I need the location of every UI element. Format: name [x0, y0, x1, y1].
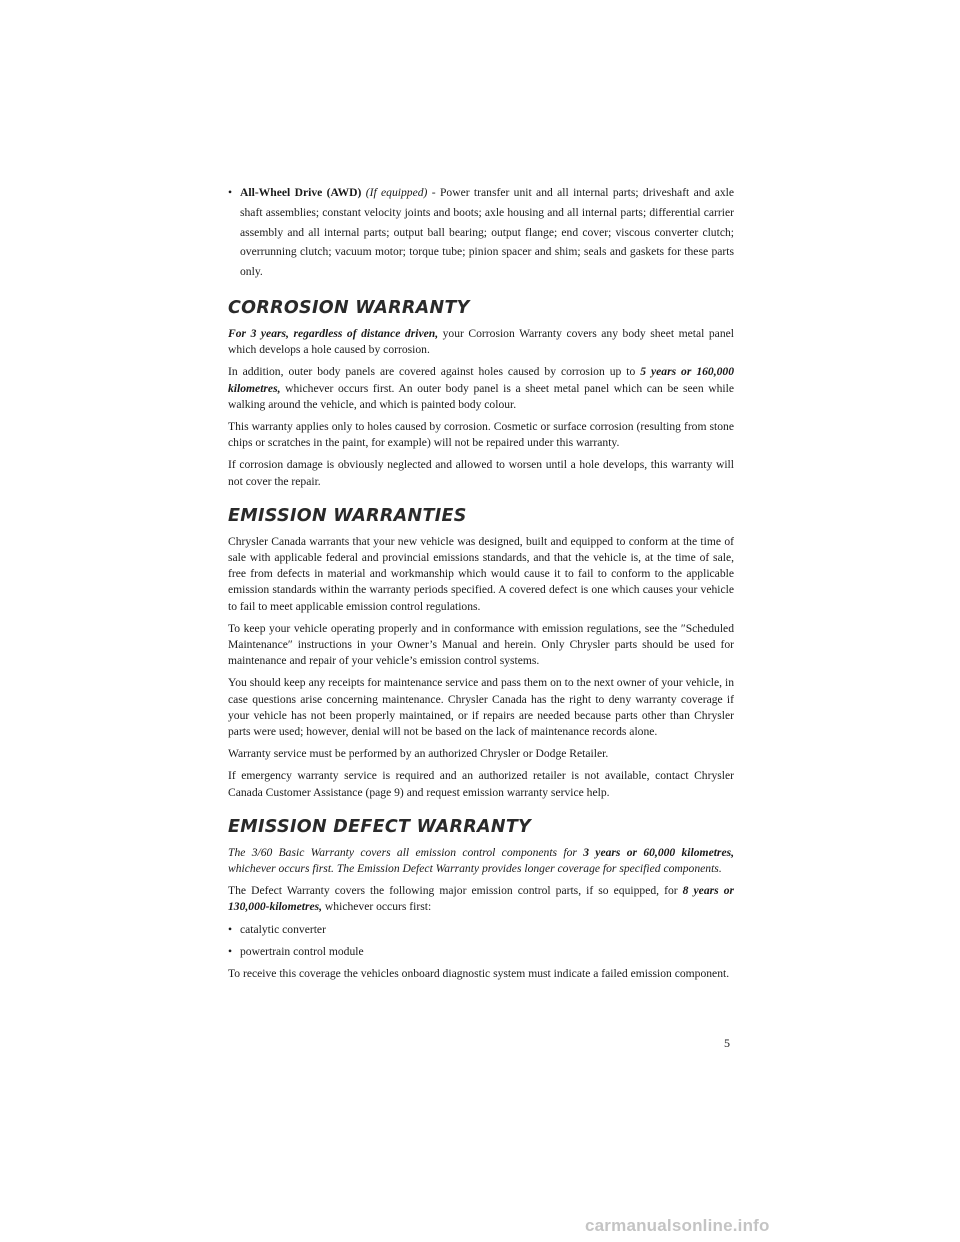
- corrosion-paragraph-1: For 3 years, regardless of distance driven, your Corrosion Warranty covers any body sheet metal panel which develops a hole caused by corrosion.: [228, 326, 734, 357]
- corrosion-paragraph-4: If corrosion damage is obviously neglected and allowed to worsen until a hole develops, this warranty will not cover the repair.: [228, 458, 734, 488]
- defect-paragraph-2: The Defect Warranty covers the following major emission control parts, if so equipped, for 8 years or 130,000-kilometres, whichever occurs first:: [228, 884, 734, 914]
- corrosion-paragraph-3: This warranty applies only to holes caused by corrosion. Cosmetic or surface corrosion (resulting from stone chips or scratches in the paint, for example) will not be repaired under this warranty.: [228, 420, 734, 450]
- list-item-text: catalytic converter: [240, 922, 326, 936]
- emission-paragraph-3: You should keep any receipts for maintenance service and pass them on to the next owner of your vehicle, in case questions arise concerning maintenance. Chrysler Canada has the right to deny warranty coverage if your vehicle has not been properly maintained, or if repairs are needed because parts other than Chrysler parts were used; however, denial will not be based on the lack of maintenance records alone.: [228, 676, 734, 739]
- page-number: 5: [724, 1036, 730, 1050]
- defect-paragraph-3: To receive this coverage the vehicles onboard diagnostic system must indicate a failed emission component.: [228, 967, 730, 981]
- emission-heading: EMISSION WARRANTIES: [228, 505, 467, 526]
- bullet-icon: •: [228, 186, 233, 199]
- emission-paragraph-2: To keep your vehicle operating properly and in conformance with emission regulations, see the ″Scheduled Maintenance″ instructions in your Owner’s Manual and herein. Only Chrysler parts should be used for maintenance and repair of your vehicle’s emission control systems.: [228, 621, 734, 668]
- list-item-text: powertrain control module: [240, 944, 364, 958]
- awd-qualifier: (If equipped): [365, 186, 428, 199]
- emission-paragraph-1: Chrysler Canada warrants that your new vehicle was designed, built and equipped to conform at the time of sale with applicable federal and provincial emissions standards, and that the vehicle is, at the time of sale, free from defects in material and workmanship which would cause it to fail to conform to the applicable emission standards within the warranty periods specified. A covered defect is one which causes your vehicle to fail to meet applicable emission control regulations.: [228, 534, 734, 613]
- corrosion-heading: CORROSION WARRANTY: [228, 297, 470, 318]
- corrosion-paragraph-2: In addition, outer body panels are covered against holes caused by corrosion up to 5 years or 160,000 kilometres, whichever occurs first. An outer body panel is a sheet metal panel which can be seen while walking around the vehicle, and which is painted body colour.: [228, 365, 734, 411]
- awd-bullet-item: [228, 183, 734, 282]
- list-item: [228, 922, 734, 938]
- list-item: [228, 944, 734, 960]
- watermark: carmanualsonline.info: [585, 1216, 770, 1235]
- awd-text: [240, 183, 734, 282]
- emission-paragraph-5: If emergency warranty service is required and an authorized retailer is not available, contact Chrysler Canada Customer Assistance (page 9) and request emission warranty service help.: [228, 769, 734, 799]
- bullet-icon: •: [228, 922, 233, 936]
- bullet-icon: •: [228, 944, 233, 958]
- defect-heading: EMISSION DEFECT WARRANTY: [228, 816, 532, 837]
- awd-title: All-Wheel Drive (AWD): [240, 186, 362, 199]
- emission-paragraph-4: Warranty service must be performed by an authorized Chrysler or Dodge Retailer.: [228, 747, 609, 761]
- page-content: [228, 183, 734, 988]
- awd-description: - Power transfer unit and all internal parts; driveshaft and axle shaft assemblies; constant velocity joints and boots; axle housing and all internal parts; differential carrier assembly and all internal parts; output ball bearing; output flange; end cover; viscous converter clutch; overrunning clutch; vacuum motor; torque tube; pinion spacer and shim; seals and gaskets for these parts only.: [240, 186, 735, 279]
- defect-paragraph-1: The 3/60 Basic Warranty covers all emission control components for 3 years or 60,000 kilometres, whichever occurs first. The Emission Defect Warranty provides longer coverage for specified components.: [228, 845, 734, 876]
